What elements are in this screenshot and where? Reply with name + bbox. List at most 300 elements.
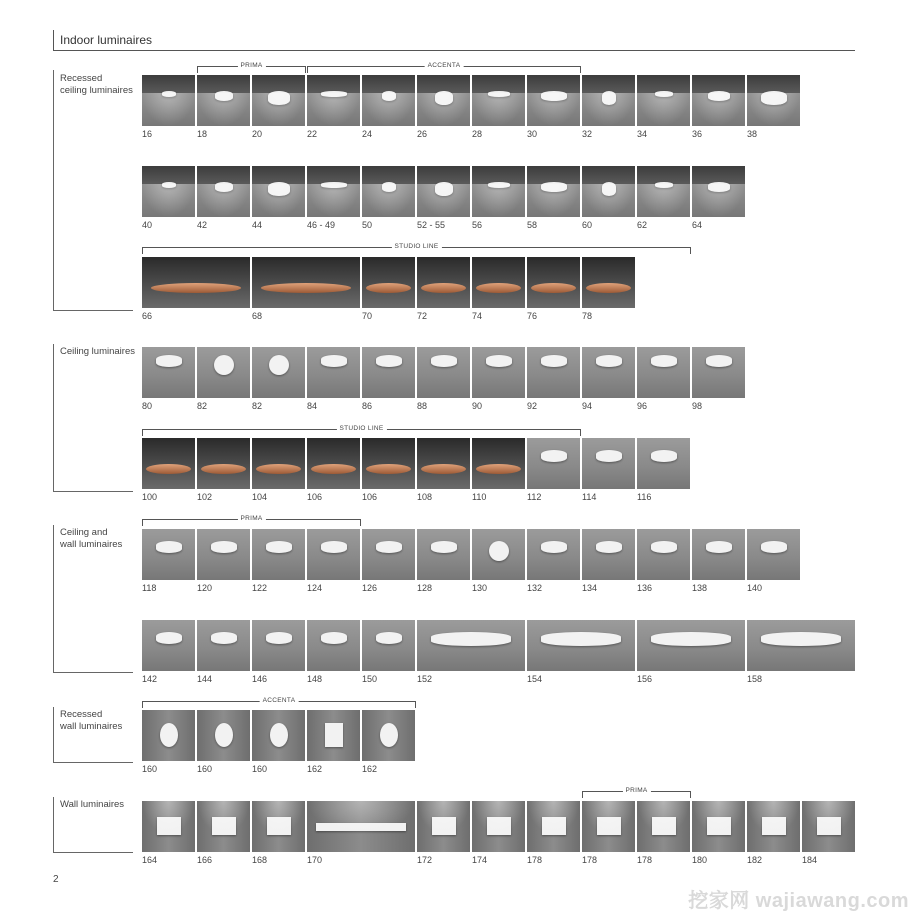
light-glow — [252, 93, 305, 126]
product-thumbnail — [472, 166, 525, 217]
product-thumbnail — [527, 801, 580, 852]
product-thumbnail — [472, 801, 525, 852]
page-reference-number: 84 — [307, 401, 318, 411]
page-reference-number: 146 — [252, 674, 268, 684]
product-thumbnail — [637, 75, 690, 126]
page-reference-number: 122 — [252, 583, 268, 593]
product-thumbnail — [307, 438, 360, 489]
light-glow — [527, 93, 580, 126]
product-thumbnail — [472, 529, 525, 580]
luminaire-shape — [214, 355, 234, 375]
product-thumbnail — [472, 347, 525, 398]
product-thumbnail — [252, 710, 305, 761]
page-number: 2 — [53, 874, 59, 885]
luminaire-shape — [651, 632, 731, 646]
product-thumbnail — [692, 529, 745, 580]
page-reference-number: 74 — [472, 311, 483, 321]
page-reference-number: 178 — [582, 855, 598, 865]
page-reference-number: 18 — [197, 129, 208, 139]
luminaire-shape — [541, 541, 567, 553]
section-label-wall: Wall luminaires — [60, 799, 125, 810]
light-glow — [417, 184, 470, 217]
page-reference-number: 32 — [582, 129, 593, 139]
bracket-prima — [197, 62, 306, 73]
product-thumbnail — [417, 257, 470, 308]
page-reference-number: 162 — [307, 764, 323, 774]
page-reference-number: 28 — [472, 129, 483, 139]
product-thumbnail — [582, 347, 635, 398]
page-reference-number: 162 — [362, 764, 378, 774]
light-glow — [142, 184, 195, 217]
product-thumbnail — [197, 347, 250, 398]
luminaire-shape — [215, 723, 233, 747]
product-thumbnail — [197, 710, 250, 761]
copper-reflector — [366, 283, 411, 293]
page-reference-number: 142 — [142, 674, 158, 684]
product-thumbnail — [637, 620, 745, 671]
section-line — [53, 344, 54, 492]
product-thumbnail — [417, 620, 525, 671]
light-glow — [582, 801, 635, 834]
product-thumbnail — [637, 529, 690, 580]
light-glow — [472, 184, 525, 217]
light-glow — [472, 801, 525, 834]
page-reference-number: 66 — [142, 311, 153, 321]
section-line — [53, 525, 54, 673]
product-thumbnail — [142, 75, 195, 126]
luminaire-shape — [321, 355, 347, 367]
copper-reflector — [421, 283, 466, 293]
page-reference-number: 138 — [692, 583, 708, 593]
product-thumbnail — [417, 347, 470, 398]
luminaire-shape — [541, 355, 567, 367]
page-reference-number: 134 — [582, 583, 598, 593]
page-reference-number: 132 — [527, 583, 543, 593]
luminaire-shape — [156, 541, 182, 553]
luminaire-shape — [431, 541, 457, 553]
product-thumbnail — [362, 166, 415, 217]
product-thumbnail — [637, 166, 690, 217]
product-thumbnail — [142, 166, 195, 217]
product-thumbnail — [307, 710, 360, 761]
luminaire-shape — [651, 355, 677, 367]
page-reference-number: 168 — [252, 855, 268, 865]
product-thumbnail — [142, 529, 195, 580]
page-reference-number: 102 — [197, 492, 213, 502]
luminaire-shape — [211, 541, 237, 553]
light-glow — [197, 184, 250, 217]
luminaire-shape — [431, 355, 457, 367]
luminaire-shape — [651, 541, 677, 553]
page-reference-number: 118 — [142, 583, 157, 593]
product-thumbnail — [692, 75, 745, 126]
product-thumbnail — [142, 347, 195, 398]
light-glow — [362, 93, 415, 126]
watermark: 挖家网 wajiawang.com — [688, 890, 909, 912]
product-thumbnail — [747, 529, 800, 580]
product-thumbnail — [417, 801, 470, 852]
product-thumbnail — [307, 529, 360, 580]
page-reference-number: 92 — [527, 401, 538, 411]
page-reference-number: 86 — [362, 401, 373, 411]
page-reference-number: 170 — [307, 855, 323, 865]
product-thumbnail — [472, 438, 525, 489]
page-reference-number: 166 — [197, 855, 213, 865]
product-thumbnail — [197, 620, 250, 671]
page-reference-number: 158 — [747, 674, 763, 684]
section-label-recessed-wall: Recessed wall luminaires — [60, 709, 123, 732]
luminaire-shape — [156, 355, 182, 367]
page-reference-number: 58 — [527, 220, 538, 230]
light-glow — [747, 93, 800, 126]
title-rule — [53, 50, 855, 51]
page-reference-number: 72 — [417, 311, 428, 321]
product-thumbnail — [142, 801, 195, 852]
page-reference-number: 174 — [472, 855, 488, 865]
product-thumbnail — [307, 75, 360, 126]
luminaire-shape — [376, 355, 402, 367]
page-reference-number: 90 — [472, 401, 483, 411]
page-reference-number: 160 — [197, 764, 213, 774]
page-reference-number: 50 — [362, 220, 373, 230]
product-thumbnail — [252, 166, 305, 217]
product-thumbnail — [362, 347, 415, 398]
light-glow — [637, 801, 690, 834]
page-reference-number: 180 — [692, 855, 708, 865]
bracket-accenta — [307, 62, 581, 73]
page-reference-number: 68 — [252, 311, 263, 321]
product-thumbnail — [197, 438, 250, 489]
page-reference-number: 100 — [142, 492, 158, 502]
section-label-ceiling-wall: Ceiling and wall luminaires — [60, 527, 123, 550]
section-line — [53, 70, 54, 310]
page-reference-number: 178 — [637, 855, 653, 865]
bracket-prima — [582, 787, 691, 798]
product-thumbnail — [527, 347, 580, 398]
page-reference-number: 46 - 49 — [307, 220, 336, 230]
page-reference-number: 60 — [582, 220, 593, 230]
product-thumbnail — [142, 710, 195, 761]
product-thumbnail — [582, 801, 635, 852]
bracket-accenta — [142, 697, 416, 708]
copper-reflector — [586, 283, 631, 293]
product-thumbnail — [417, 529, 470, 580]
section-line — [53, 707, 54, 763]
page-reference-number: 144 — [197, 674, 213, 684]
page-reference-number: 182 — [747, 855, 763, 865]
page-reference-number: 164 — [142, 855, 158, 865]
product-thumbnail — [802, 801, 855, 852]
page-reference-number: 152 — [417, 674, 433, 684]
bracket-label: PRIMA — [622, 787, 650, 794]
section-label-ceiling: Ceiling luminaires — [60, 346, 135, 357]
product-thumbnail — [582, 75, 635, 126]
product-thumbnail — [197, 166, 250, 217]
page-reference-number: 130 — [472, 583, 488, 593]
copper-reflector — [151, 283, 242, 293]
page-reference-number: 160 — [252, 764, 268, 774]
page-reference-number: 62 — [637, 220, 648, 230]
page-reference-number: 22 — [307, 129, 318, 139]
page-title: Indoor luminaires — [60, 33, 153, 47]
product-thumbnail — [362, 529, 415, 580]
page-reference-number: 76 — [527, 311, 538, 321]
product-thumbnail — [747, 620, 855, 671]
luminaire-shape — [489, 541, 509, 561]
page-reference-number: 78 — [582, 311, 593, 321]
page-reference-number: 20 — [252, 129, 263, 139]
page-reference-number: 108 — [417, 492, 433, 502]
light-glow — [637, 93, 690, 126]
section-label-recessed-ceiling: Recessed ceiling luminaires — [60, 73, 133, 96]
section-line — [53, 797, 54, 853]
bracket-label: STUDIO LINE — [391, 243, 441, 250]
light-glow — [252, 184, 305, 217]
page-reference-number: 70 — [362, 311, 373, 321]
page-reference-number: 42 — [197, 220, 208, 230]
product-thumbnail — [527, 257, 580, 308]
page-reference-number: 94 — [582, 401, 593, 411]
product-thumbnail — [747, 75, 800, 126]
copper-reflector — [146, 464, 191, 474]
page-reference-number: 38 — [747, 129, 758, 139]
product-thumbnail — [472, 75, 525, 126]
product-thumbnail — [692, 801, 745, 852]
section-foot — [53, 491, 133, 492]
luminaire-shape — [541, 632, 621, 646]
light-glow — [527, 801, 580, 834]
page-reference-number: 120 — [197, 583, 213, 593]
product-thumbnail — [362, 257, 415, 308]
luminaire-shape — [321, 541, 347, 553]
product-thumbnail — [527, 166, 580, 217]
bracket-prima — [142, 515, 361, 526]
light-glow — [142, 93, 195, 126]
page-reference-number: 110 — [472, 492, 487, 502]
page-reference-number: 52 - 55 — [417, 220, 446, 230]
copper-reflector — [366, 464, 411, 474]
luminaire-shape — [706, 541, 732, 553]
page-reference-number: 136 — [637, 583, 653, 593]
light-glow — [472, 93, 525, 126]
product-thumbnail — [197, 75, 250, 126]
product-thumbnail — [307, 166, 360, 217]
page-reference-number: 160 — [142, 764, 158, 774]
copper-reflector — [201, 464, 246, 474]
light-glow — [582, 93, 635, 126]
page-reference-number: 98 — [692, 401, 703, 411]
product-thumbnail — [197, 801, 250, 852]
luminaire-shape — [269, 355, 289, 375]
page-reference-number: 82 — [197, 401, 208, 411]
bracket-label: STUDIO LINE — [336, 425, 386, 432]
page-reference-number: 154 — [527, 674, 543, 684]
luminaire-shape — [266, 541, 292, 553]
product-thumbnail — [747, 801, 800, 852]
page-reference-number: 150 — [362, 674, 378, 684]
luminaire-shape — [651, 450, 677, 462]
product-thumbnail — [362, 710, 415, 761]
product-thumbnail — [582, 438, 635, 489]
product-thumbnail — [252, 257, 360, 308]
copper-reflector — [311, 464, 356, 474]
page-reference-number: 172 — [417, 855, 433, 865]
luminaire-shape — [376, 541, 402, 553]
light-glow — [747, 801, 800, 834]
light-glow — [197, 93, 250, 126]
page-reference-number: 140 — [747, 583, 763, 593]
page-reference-number: 116 — [637, 492, 652, 502]
light-glow — [692, 93, 745, 126]
light-glow — [307, 801, 415, 834]
copper-reflector — [476, 283, 521, 293]
luminaire-shape — [706, 355, 732, 367]
light-glow — [417, 93, 470, 126]
page-reference-number: 44 — [252, 220, 263, 230]
luminaire-shape — [156, 632, 182, 644]
section-foot — [53, 672, 133, 673]
product-thumbnail — [197, 529, 250, 580]
luminaire-shape — [325, 723, 343, 747]
page-reference-number: 114 — [582, 492, 597, 502]
luminaire-shape — [761, 632, 841, 646]
product-thumbnail — [527, 620, 635, 671]
luminaire-shape — [486, 355, 512, 367]
bracket-label: ACCENTA — [425, 62, 464, 69]
light-glow — [252, 801, 305, 834]
product-thumbnail — [252, 438, 305, 489]
light-glow — [417, 801, 470, 834]
luminaire-shape — [380, 723, 398, 747]
product-thumbnail — [142, 438, 195, 489]
luminaire-shape — [376, 632, 402, 644]
luminaire-shape — [596, 450, 622, 462]
page-reference-number: 106 — [307, 492, 323, 502]
luminaire-shape — [211, 632, 237, 644]
luminaire-shape — [431, 632, 511, 646]
product-thumbnail — [527, 529, 580, 580]
page-reference-number: 106 — [362, 492, 378, 502]
product-thumbnail — [307, 620, 360, 671]
page-reference-number: 56 — [472, 220, 483, 230]
bracket-label: PRIMA — [237, 515, 265, 522]
product-thumbnail — [692, 166, 745, 217]
product-thumbnail — [307, 801, 415, 852]
light-glow — [802, 801, 855, 834]
light-glow — [197, 801, 250, 834]
page-reference-number: 124 — [307, 583, 323, 593]
light-glow — [637, 184, 690, 217]
page-reference-number: 82 — [252, 401, 263, 411]
page-reference-number: 178 — [527, 855, 543, 865]
page-reference-number: 24 — [362, 129, 373, 139]
product-thumbnail — [362, 438, 415, 489]
product-thumbnail — [582, 529, 635, 580]
bracket-studio-line — [142, 243, 691, 254]
page-reference-number: 80 — [142, 401, 153, 411]
page-reference-number: 112 — [527, 492, 542, 502]
product-thumbnail — [252, 75, 305, 126]
product-thumbnail — [252, 801, 305, 852]
product-thumbnail — [417, 75, 470, 126]
product-thumbnail — [362, 75, 415, 126]
light-glow — [692, 184, 745, 217]
product-thumbnail — [582, 257, 635, 308]
product-thumbnail — [582, 166, 635, 217]
product-thumbnail — [692, 347, 745, 398]
luminaire-shape — [541, 450, 567, 462]
light-glow — [362, 184, 415, 217]
luminaire-shape — [160, 723, 178, 747]
product-thumbnail — [637, 438, 690, 489]
page-reference-number: 34 — [637, 129, 648, 139]
luminaire-shape — [321, 632, 347, 644]
page-reference-number: 40 — [142, 220, 153, 230]
copper-reflector — [421, 464, 466, 474]
page-reference-number: 104 — [252, 492, 268, 502]
section-foot — [53, 852, 133, 853]
page-reference-number: 126 — [362, 583, 378, 593]
copper-reflector — [531, 283, 576, 293]
luminaire-shape — [596, 541, 622, 553]
page-reference-number: 30 — [527, 129, 538, 139]
page-reference-number: 96 — [637, 401, 648, 411]
product-thumbnail — [527, 75, 580, 126]
light-glow — [692, 801, 745, 834]
product-thumbnail — [527, 438, 580, 489]
page-reference-number: 156 — [637, 674, 653, 684]
title-tick — [53, 30, 54, 50]
product-thumbnail — [252, 347, 305, 398]
product-thumbnail — [472, 257, 525, 308]
bracket-label: PRIMA — [237, 62, 265, 69]
product-thumbnail — [142, 620, 195, 671]
copper-reflector — [256, 464, 301, 474]
product-thumbnail — [142, 257, 250, 308]
luminaire-shape — [596, 355, 622, 367]
product-thumbnail — [307, 347, 360, 398]
luminaire-shape — [270, 723, 288, 747]
luminaire-shape — [761, 541, 787, 553]
product-thumbnail — [252, 620, 305, 671]
bracket-studio-line — [142, 425, 581, 436]
page-reference-number: 88 — [417, 401, 428, 411]
luminaire-shape — [266, 632, 292, 644]
bracket-label: ACCENTA — [260, 697, 299, 704]
product-thumbnail — [252, 529, 305, 580]
page-reference-number: 128 — [417, 583, 433, 593]
copper-reflector — [261, 283, 352, 293]
page-reference-number: 36 — [692, 129, 703, 139]
page-reference-number: 26 — [417, 129, 428, 139]
light-glow — [307, 93, 360, 126]
page-reference-number: 64 — [692, 220, 703, 230]
light-glow — [582, 184, 635, 217]
product-thumbnail — [362, 620, 415, 671]
product-thumbnail — [417, 166, 470, 217]
product-thumbnail — [637, 347, 690, 398]
light-glow — [142, 801, 195, 834]
page-reference-number: 148 — [307, 674, 323, 684]
section-foot — [53, 310, 133, 311]
copper-reflector — [476, 464, 521, 474]
light-glow — [527, 184, 580, 217]
product-thumbnail — [637, 801, 690, 852]
page-reference-number: 16 — [142, 129, 153, 139]
page-reference-number: 184 — [802, 855, 818, 865]
section-foot — [53, 762, 133, 763]
product-thumbnail — [417, 438, 470, 489]
